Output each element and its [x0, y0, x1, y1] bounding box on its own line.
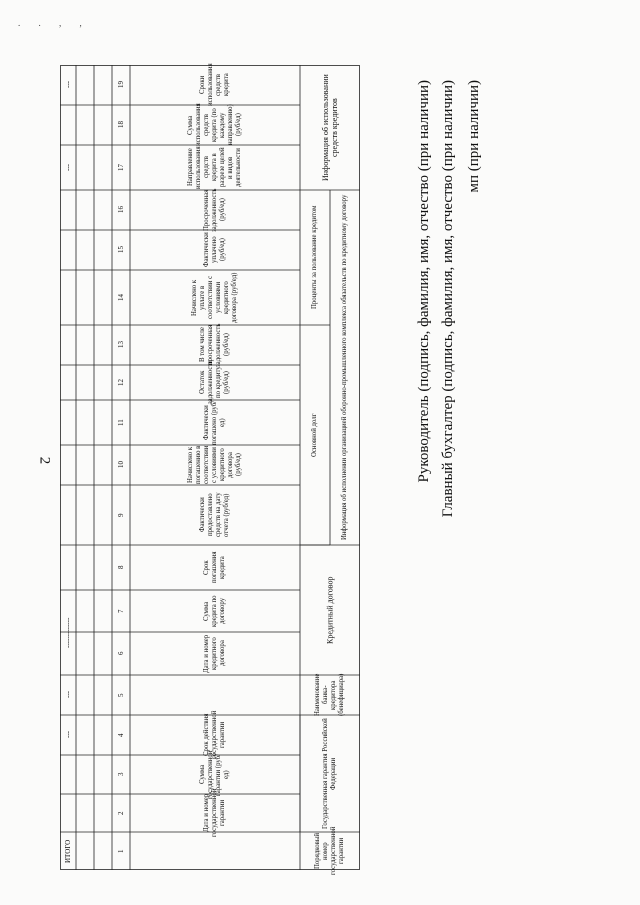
col-number-5: 5	[117, 693, 125, 697]
col-header-3: Сумма государственной гарантии (руб/ед)	[199, 750, 230, 799]
col-header-14: Начислено к уплате в соответствии с условиями кредитного договора (руб/ед)	[191, 272, 238, 323]
col-number-9: 9	[117, 513, 125, 517]
col-header-4: Срок действия государственной гарантии	[203, 710, 226, 760]
director-signature-line: Руководитель (подпись, фамилия, имя, отчество (при наличии)	[416, 80, 432, 483]
stamp-line: мп (при наличии)	[466, 80, 482, 193]
group-usage: Информация об использовании средств кредитов	[321, 74, 339, 181]
group-bank: Наименование банка-кредитора (бенефициара)	[314, 673, 345, 717]
col-header-15: Фактически уплачено (руб/ед)	[203, 232, 226, 268]
col-header-10: Начислено к погашению в соответствии с условиями кредитного договора (руб/ед)	[187, 445, 242, 485]
col-number-14: 14	[117, 294, 125, 301]
itogo-label: ИТОГО	[64, 839, 72, 863]
col-number-1: 1	[117, 849, 125, 853]
col-header-16: Просроченная задолженность (руб/ед)	[203, 188, 226, 232]
col-number-11: 11	[117, 419, 125, 426]
scan-specks: . . , ,	[18, 18, 90, 28]
page-number: 2	[36, 456, 53, 465]
itogo-dash-19: ---	[64, 81, 72, 89]
col-header-19: Сроки использования средств кредита	[199, 63, 230, 107]
col-header-8: Срок погашения кредита	[203, 551, 226, 584]
signature-block	[400, 70, 500, 518]
col-number-19: 19	[117, 81, 125, 89]
col-header-2: Дата и номер государственной гарантии	[203, 788, 226, 838]
col-number-8: 8	[117, 565, 125, 570]
col-header-9: Фактически предоставлено средств на дату отчета (руб/ед)	[199, 492, 230, 538]
col-header-18: Сумма использования средств кредита (по каждому направлению) (руб/ед)	[187, 103, 242, 147]
col-header-17: Направление использования средств кредита в разрезе целей и видов деятельности	[187, 146, 242, 189]
itogo-dash-6-7: -------------	[64, 617, 72, 648]
col-header-7: Сумма кредита по договору	[203, 595, 226, 627]
itogo-dash-17: ---	[64, 164, 72, 171]
col-number-6: 6	[117, 651, 125, 656]
col-number-13: 13	[117, 341, 125, 349]
col-header-6: Дата и номер кредитного договора	[203, 634, 226, 673]
col-number-12: 12	[117, 379, 125, 386]
col-header-11: Фактически погашено (руб/ед)	[203, 400, 226, 445]
col-number-10: 10	[117, 461, 125, 469]
col-number-18: 18	[117, 121, 125, 129]
col-number-15: 15	[117, 246, 125, 254]
col-header-12: Остаток задолженности по кредиту (руб/ед)	[199, 360, 230, 405]
col-number-16: 16	[117, 206, 125, 214]
col-number-4: 4	[117, 733, 125, 737]
group-guarantee: Государственная гарантия Российской Федерации	[322, 718, 337, 829]
group-seq: Порядковый номер государственной гарантии	[314, 826, 345, 876]
group-credit-contract: Кредитный договор	[325, 576, 335, 644]
col-number-2: 2	[117, 811, 125, 815]
itogo-dash-5: ---	[64, 691, 72, 699]
itogo-dash-4: ---	[64, 731, 72, 739]
col-header-13: В том числе просроченная задолженность (руб/ед)	[199, 323, 230, 367]
report-table	[60, 63, 360, 876]
group-interest: Проценты за пользование кредитом	[311, 205, 318, 310]
col-number-17: 17	[117, 164, 125, 171]
group-obligations: Информация об исполнении организацией оборонно-промышленного комплекса обязательств по кредитному договору	[341, 194, 348, 541]
col-number-3: 3	[117, 772, 125, 777]
group-main-debt: Основной долг	[311, 413, 318, 457]
col-number-7: 7	[117, 609, 125, 613]
accountant-signature-line: Главный бухгалтер (подпись, фамилия, имя, отчество (при наличии)	[440, 80, 456, 518]
